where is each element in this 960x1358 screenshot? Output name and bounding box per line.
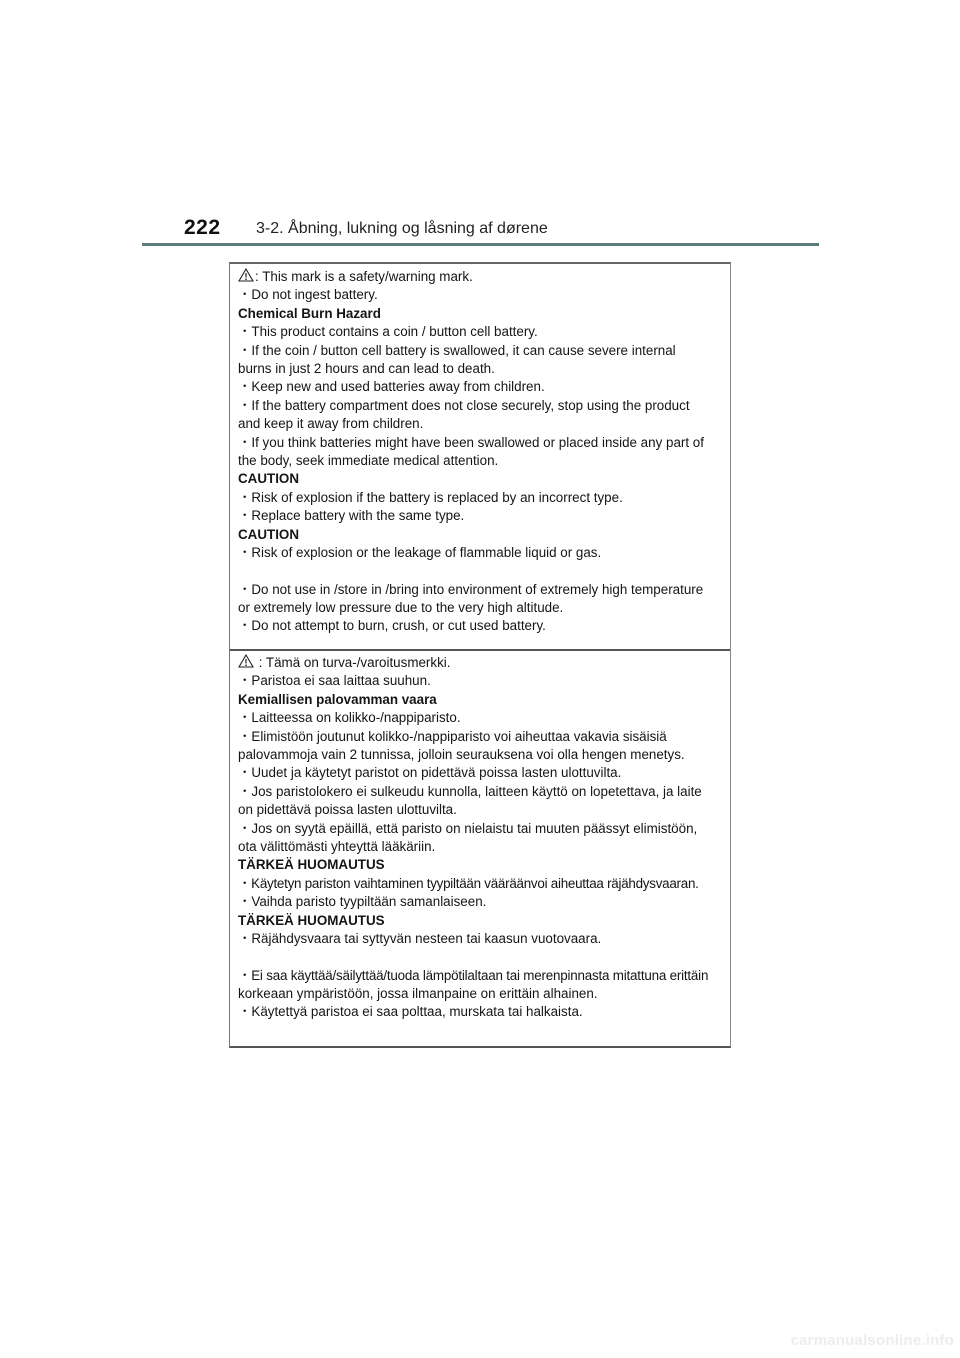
warning-line: ・Keep new and used batteries away from children.	[238, 379, 545, 395]
warning-mark-text: : This mark is a safety/warning mark.	[255, 269, 473, 284]
battery-warning-label	[229, 262, 731, 1048]
warning-line: palovammoja vain 2 tunnissa, jolloin seurauksena voi olla hengen menetys.	[238, 747, 685, 763]
warning-line: ・Elimistöön joutunut kolikko-/nappiparisto voi aiheuttaa vakavia sisäisiä	[238, 728, 667, 744]
warning-line: ・This product contains a coin / button cell battery.	[238, 324, 538, 340]
warning-line: ・Laitteessa on kolikko-/nappiparisto.	[238, 710, 461, 726]
section-title: 3-2. Åbning, lukning og låsning af dørene	[256, 220, 548, 237]
warning-line: ・Jos paristolokero ei sulkeudu kunnolla, laitteen käyttö on lopetettava, ja laite	[238, 783, 702, 799]
warning-line: ・If the coin / button cell battery is swallowed, it can cause severe internal	[238, 342, 676, 358]
warning-line: ・If the battery compartment does not close securely, stop using the product	[238, 397, 690, 413]
warning-line: on pidettävä poissa lasten ulottuvilta.	[238, 802, 457, 818]
warning-line: the body, seek immediate medical attention.	[238, 453, 499, 469]
english-warning-panel	[230, 264, 730, 651]
header-rule	[142, 243, 819, 246]
warning-line: ・If you think batteries might have been swallowed or placed inside any part of	[238, 434, 704, 450]
caution-heading: TÄRKEÄ HUOMAUTUS	[238, 857, 385, 873]
warning-line: ・Ei saa käyttää/säilyttää/tuoda lämpötilaltaan tai merenpinnasta mitattuna erittäin	[238, 967, 709, 983]
caution-heading: CAUTION	[238, 526, 299, 542]
warning-triangle-icon	[238, 654, 254, 668]
warning-line: and keep it away from children.	[238, 416, 424, 432]
page-number: 222	[184, 216, 221, 239]
caution-heading: CAUTION	[238, 471, 299, 487]
warning-line: ・Räjähdysvaara tai syttyvän nesteen tai kaasun vuotovaara.	[238, 931, 602, 947]
warning-line: ・Replace battery with the same type.	[238, 508, 465, 524]
warning-line: ・Vaihda paristo tyypiltään samanlaiseen.	[238, 894, 487, 910]
spacer	[238, 949, 724, 967]
warning-line: or extremely low pressure due to the very high altitude.	[238, 599, 564, 615]
warning-line: ・Käytettyä paristoa ei saa polttaa, murskata tai halkaista.	[238, 1004, 583, 1020]
warning-line: ・Jos on syytä epäillä, että paristo on nielaistu tai muuten päässyt elimistöön,	[238, 820, 698, 836]
warning-line: ・Risk of explosion or the leakage of flammable liquid or gas.	[238, 545, 602, 561]
finnish-warning-panel	[230, 651, 730, 1046]
warning-line: ・Do not use in /store in /bring into environment of extremely high temperature	[238, 581, 704, 597]
warning-line: ・Uudet ja käytetyt paristot on pidettävä poissa lasten ulottuvilta.	[238, 765, 622, 781]
warning-mark-text: : Tämä on turva-/varoitusmerkki.	[255, 655, 451, 670]
warning-line: korkeaan ympäristöön, jossa ilmanpaine on erittäin alhainen.	[238, 985, 598, 1001]
warning-heading: Kemiallisen palovamman vaara	[238, 691, 437, 707]
warning-line: ・Do not ingest battery.	[238, 287, 378, 303]
warning-mark-line	[238, 268, 724, 286]
warning-triangle-icon	[238, 268, 254, 282]
warning-line: ota välittömästi yhteyttä lääkäriin.	[238, 839, 436, 855]
warning-line: ・Do not attempt to burn, crush, or cut used battery.	[238, 618, 546, 634]
watermark: carmanualsonline.info	[790, 1332, 954, 1349]
warning-heading: Chemical Burn Hazard	[238, 305, 381, 321]
spacer	[238, 563, 724, 581]
warning-line: ・Risk of explosion if the battery is replaced by an incorrect type.	[238, 489, 623, 505]
caution-heading: TÄRKEÄ HUOMAUTUS	[238, 912, 385, 928]
warning-line: burns in just 2 hours and can lead to death.	[238, 361, 495, 377]
warning-line: ・Käytetyn pariston vaihtaminen tyypiltään vääräänvoi aiheuttaa räjähdysvaaran.	[238, 875, 699, 891]
warning-mark-line	[238, 654, 724, 672]
warning-line: ・Paristoa ei saa laittaa suuhun.	[238, 673, 431, 689]
